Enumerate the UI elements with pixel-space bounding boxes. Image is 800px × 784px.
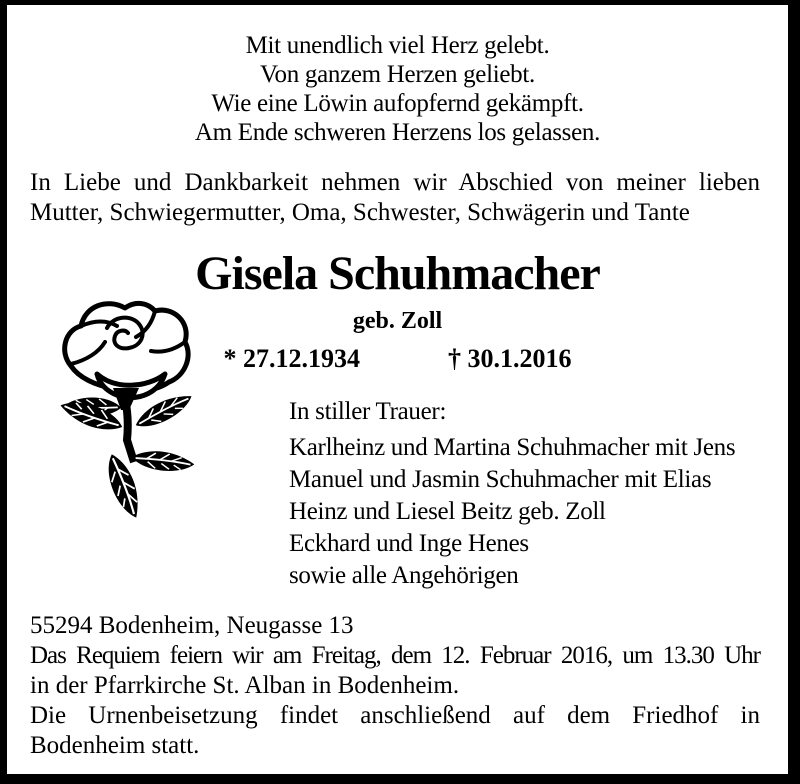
intro-line: Mutter, Schwiegermutter, Oma, Schwester, Schwägerin und Tante — [30, 199, 690, 226]
mourner-line: sowie alle Angehörigen — [289, 562, 519, 589]
mourner-line: Heinz und Liesel Beitz geb. Zoll — [289, 498, 606, 525]
requiem-line: in der Pfarrkirche St. Alban in Bodenheim. — [30, 672, 460, 699]
mourner-line: Karlheinz und Martina Schuhmacher mit Jens — [289, 434, 736, 461]
intro-line: In Liebe und Dankbarkeit nehmen wir Abschied von meiner lieben — [30, 169, 760, 196]
death-date: † 30.1.2016 — [448, 344, 572, 373]
poem-line: Am Ende schweren Herzens los gelassen. — [194, 119, 601, 146]
poem-block — [7, 31, 788, 147]
mourner-line: Eckhard und Inge Henes — [289, 530, 529, 557]
burial-line: Bodenheim statt. — [30, 732, 200, 759]
mourner-line: Manuel und Jasmin Schuhmacher mit Elias — [289, 466, 712, 493]
burial-line: Die Urnenbeisetzung findet anschließend auf dem Friedhof in — [30, 702, 760, 729]
mourners-block — [289, 396, 735, 592]
poem-line: Wie eine Löwin aufopfernd gekämpft. — [211, 90, 584, 117]
poem-line: Mit unendlich viel Herz gelebt. — [245, 32, 550, 59]
burial-paragraph — [30, 701, 760, 761]
requiem-paragraph — [30, 641, 760, 701]
intro-paragraph — [30, 168, 760, 228]
address-line: 55294 Bodenheim, Neugasse 13 — [30, 612, 354, 639]
maiden-name: geb. Zoll — [352, 308, 443, 334]
requiem-line: Das Requiem feiern wir am Freitag, dem 12. Februar 2016, um 13.30 Uhr — [30, 642, 760, 669]
deceased-name: Gisela Schuhmacher — [195, 247, 600, 300]
birth-date: * 27.12.1934 — [223, 344, 360, 373]
mourning-intro: In stiller Trauer: — [289, 398, 447, 425]
rose-icon — [37, 290, 217, 520]
poem-line: Von ganzem Herzen geliebt. — [260, 61, 535, 88]
